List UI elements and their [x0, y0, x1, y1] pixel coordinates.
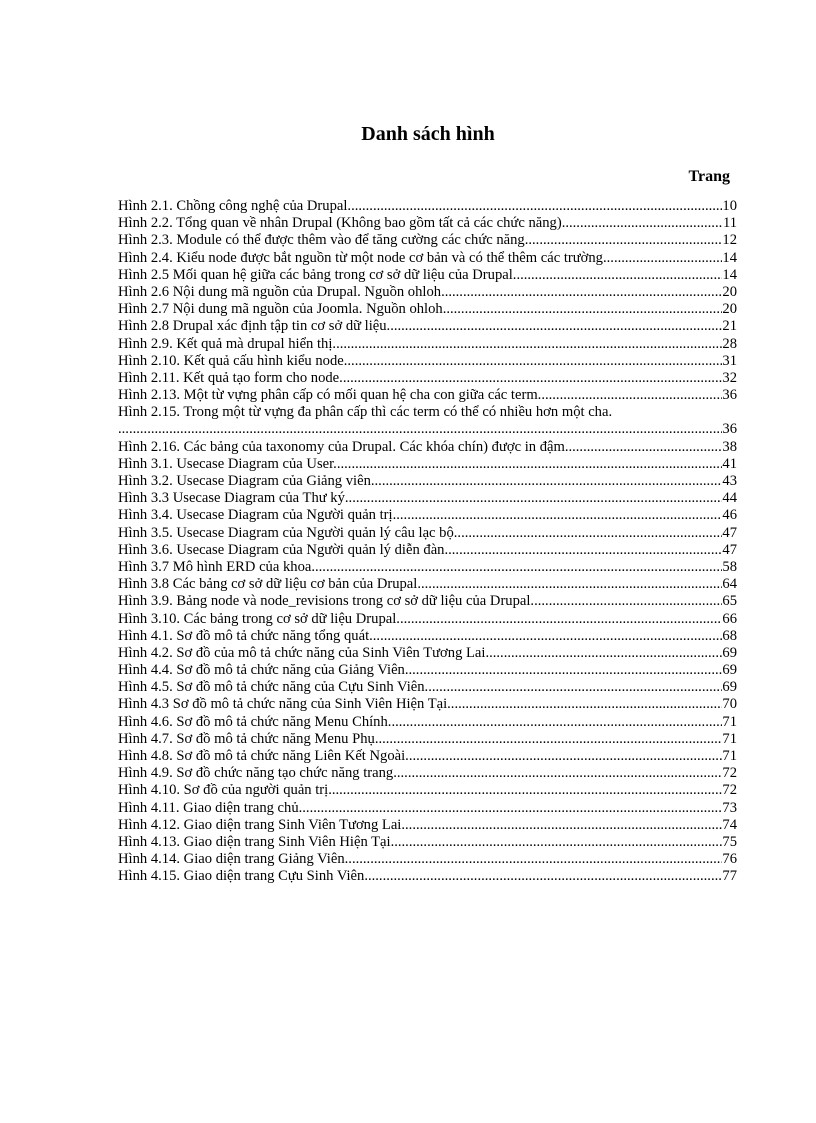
figure-entry-page: 36 — [722, 387, 737, 404]
figure-entry-label: Hình 4.14. Giao diện trang Giảng Viên. — [118, 851, 349, 868]
figure-entry[interactable] — [118, 593, 737, 610]
figure-entry[interactable] — [118, 542, 737, 559]
figure-entry[interactable] — [118, 611, 737, 628]
figure-entry-page: 32 — [722, 369, 737, 386]
dot-leader — [347, 353, 722, 370]
figure-entry-page: 31 — [722, 352, 737, 369]
figure-entry-page: 20 — [722, 283, 737, 300]
dot-leader — [516, 267, 722, 284]
figure-entry[interactable] — [118, 473, 737, 490]
figure-entry[interactable] — [118, 782, 737, 799]
dot-leader — [534, 593, 722, 610]
dot-leader — [336, 336, 722, 353]
figure-entry-label: Hình 2.9. Kết quả mà drupal hiển thị. — [118, 335, 337, 352]
figure-entry-page: 47 — [722, 541, 737, 558]
dot-leader — [348, 851, 722, 868]
figure-entry-label: Hình 2.11. Kết quả tạo form cho node. — [118, 369, 343, 386]
figure-entry-page: 43 — [722, 473, 737, 489]
figure-entry-label: Hình 4.7. Sơ đồ mô tả chức năng Menu Phụ — [118, 730, 375, 747]
figure-entry-page: 20 — [722, 301, 737, 318]
figure-entry-page: 28 — [722, 335, 737, 352]
figure-entry-label: Hình 2.4. Kiểu node được bắt nguồn từ một node cơ bản và có thể thêm các trường. — [118, 249, 607, 266]
dot-leader — [489, 645, 722, 662]
figure-entry[interactable] — [118, 765, 737, 782]
figure-entry[interactable] — [118, 370, 737, 387]
dot-leader — [565, 215, 723, 232]
dot-leader — [409, 662, 723, 679]
figure-entry-page: 76 — [722, 851, 737, 868]
figure-entry-page: 44 — [722, 490, 737, 507]
figure-entry[interactable] — [118, 525, 737, 542]
figure-entry-page: 36 — [722, 421, 737, 438]
figure-entry-page: 77 — [722, 868, 737, 885]
dot-leader — [302, 800, 722, 817]
dot-leader — [393, 765, 722, 782]
figure-entry-page: 68 — [722, 627, 737, 644]
dot-leader — [409, 748, 723, 765]
figure-entry-label: Hình 2.7 Nội dung mã nguồn của Joomla. Nguồn ohloh — [118, 301, 443, 318]
figure-entry-label: Hình 2.1. Chồng công nghệ của Drupal. — [118, 198, 352, 214]
dot-leader — [375, 473, 723, 490]
dot-leader — [118, 421, 722, 438]
figure-entry-label: Hình 2.8 Drupal xác định tập tin cơ sở dữ liệu. — [118, 318, 391, 335]
figure-entry-page: 72 — [722, 782, 737, 799]
figure-entry[interactable] — [118, 696, 737, 713]
figure-entry[interactable] — [118, 353, 737, 370]
figure-entry-label: Hình 3.10. Các bảng trong cơ sở dữ liệu Drupal. — [118, 610, 400, 627]
figure-entry[interactable] — [118, 318, 737, 335]
dot-leader — [421, 576, 722, 593]
figure-entry-page: 69 — [722, 644, 737, 661]
figure-entry-label: Hình 4.2. Sơ đồ của mô tả chức năng của Sinh Viên Tương Lai. — [118, 644, 490, 661]
figure-entry[interactable] — [118, 559, 737, 576]
dot-leader — [425, 679, 723, 696]
figure-entry-label: Hình 2.10. Kết quả cấu hình kiểu node. — [118, 352, 348, 369]
figure-entry[interactable] — [118, 868, 737, 885]
figure-entry-label: Hình 2.6 Nội dung mã nguồn của Drupal. Nguồn ohloh — [118, 283, 442, 300]
figure-entry-page: 14 — [722, 266, 737, 283]
figure-entry[interactable] — [118, 232, 737, 249]
figure-entry-page: 71 — [722, 748, 737, 764]
figure-entry[interactable] — [118, 748, 737, 765]
figure-entry-label: Hình 2.2. Tổng quan về nhân Drupal (Không bao gồm tất cả các chức năng). — [118, 215, 566, 232]
figure-entry[interactable] — [118, 851, 737, 868]
figure-entry-page: 69 — [722, 662, 737, 679]
dot-leader — [315, 559, 722, 576]
figure-entry-continuation[interactable] — [118, 421, 737, 438]
figure-entry-label: Hình 2.15. Trong một từ vựng đa phân cấp thì các term có thể có nhiều hơn một cha. — [118, 404, 613, 421]
dot-leader — [337, 456, 723, 473]
figure-entry-page: 46 — [722, 507, 737, 524]
dot-leader — [607, 250, 723, 267]
dot-leader — [391, 714, 722, 731]
figure-entry-label: Hình 3.2. Usecase Diagram của Giảng viên. — [118, 473, 375, 489]
figure-entry-label: Hình 3.6. Usecase Diagram của Người quản lý diễn đàn. — [118, 541, 449, 558]
dot-leader — [525, 232, 723, 249]
figure-entry-page: 70 — [722, 696, 737, 713]
figure-entry[interactable] — [118, 645, 737, 662]
figure-entry-label: Hình 3.7 Mô hình ERD của khoa. — [118, 558, 315, 575]
figure-entry-label: Hình 4.5. Sơ đồ mô tả chức năng của Cựu Sinh Viên — [118, 679, 425, 696]
dot-leader — [351, 198, 722, 215]
figure-entry[interactable] — [118, 800, 737, 817]
figure-entry-label: Hình 4.9. Sơ đồ chức năng tạo chức năng trang — [118, 765, 394, 782]
figure-entry[interactable] — [118, 267, 737, 284]
figure-entry-label: Hình 4.3 Sơ đồ mô tả chức năng của Sinh Viên Hiện Tại. — [118, 696, 451, 713]
figure-entry-page: 58 — [722, 558, 737, 575]
figure-entry-label: Hình 3.5. Usecase Diagram của Người quản lý câu lạc bộ. — [118, 524, 458, 541]
figure-entry-page: 69 — [722, 679, 737, 696]
figure-entry-page: 65 — [722, 593, 737, 610]
dot-leader — [394, 834, 722, 851]
figure-entry[interactable] — [118, 250, 737, 267]
figure-entry-label: Hình 4.10. Sơ đồ của người quản trị. — [118, 782, 332, 799]
page-title: Danh sách hình — [361, 123, 495, 145]
figure-entry[interactable] — [118, 439, 737, 456]
figure-entry-page: 10 — [722, 198, 737, 214]
figure-entry[interactable] — [118, 662, 737, 679]
figure-entry[interactable] — [118, 714, 737, 731]
dot-leader — [441, 284, 722, 301]
dot-leader — [369, 628, 722, 645]
dot-leader — [457, 525, 722, 542]
figure-entry-label: Hình 3.8 Các bảng cơ sở dữ liệu cơ bản của Drupal. — [118, 576, 421, 593]
figure-entry-label: Hình 2.3. Module có thể được thêm vào để tăng cường các chức năng — [118, 232, 525, 249]
figure-entry[interactable] — [118, 679, 737, 696]
figure-entry-label: Hình 4.6. Sơ đồ mô tả chức năng Menu Chính. — [118, 713, 392, 730]
figure-entry-page: 38 — [722, 438, 737, 455]
dot-leader — [396, 507, 722, 524]
figure-entry-label: Hình 3.3 Usecase Diagram của Thư ký. — [118, 490, 349, 507]
figure-entry-page: 71 — [722, 730, 737, 747]
figure-entry-label: Hình 2.16. Các bảng của taxonomy của Drupal. Các khóa chín) được in đậm. — [118, 438, 569, 455]
figure-entry-page: 74 — [722, 816, 737, 833]
dot-leader — [541, 387, 722, 404]
figure-entry[interactable] — [118, 336, 737, 353]
figure-entry[interactable] — [118, 834, 737, 851]
figure-entry-label: Hình 4.8. Sơ đồ mô tả chức năng Liên Kết Ngoài. — [118, 748, 409, 764]
dot-leader — [343, 370, 723, 387]
figure-entry[interactable] — [118, 198, 737, 215]
figure-entry-page: 14 — [722, 249, 737, 266]
figure-entry-label: Hình 3.1. Usecase Diagram của User. — [118, 455, 337, 472]
figure-entry[interactable] — [118, 490, 737, 507]
figure-entry[interactable] — [118, 507, 737, 524]
figure-entry-label: Hình 4.15. Giao diện trang Cựu Sinh Viên. — [118, 868, 368, 885]
dot-leader — [405, 817, 722, 834]
figure-entry-page: 66 — [722, 610, 737, 627]
figure-entry-label: Hình 4.12. Giao diện trang Sinh Viên Tương Lai. — [118, 816, 406, 833]
figure-entry-label: Hình 2.5 Mối quan hệ giữa các bảng trong cơ sở dữ liệu của Drupal. — [118, 266, 517, 283]
figure-entry-label: Hình 4.4. Sơ đồ mô tả chức năng của Giảng Viên. — [118, 662, 409, 679]
figure-entry[interactable] — [118, 817, 737, 834]
figure-entry[interactable] — [118, 404, 737, 421]
figure-entry-label: Hình 3.4. Usecase Diagram của Người quản trị. — [118, 507, 397, 524]
figure-entry[interactable] — [118, 456, 737, 473]
figure-entry[interactable] — [118, 215, 737, 232]
figure-entry-page: 12 — [722, 232, 737, 249]
dot-leader — [375, 731, 723, 748]
dot-leader — [443, 301, 723, 318]
figure-entry-page: 64 — [722, 576, 737, 593]
figure-entry-label: Hình 4.13. Giao diện trang Sinh Viên Hiện Tại. — [118, 833, 395, 850]
figure-entry[interactable] — [118, 628, 737, 645]
figure-entry-page: 11 — [722, 215, 737, 232]
figure-entry-page: 47 — [722, 524, 737, 541]
figure-entry-page: 71 — [722, 713, 737, 730]
dot-leader — [368, 868, 722, 885]
dot-leader — [451, 696, 723, 713]
dot-leader — [332, 782, 723, 799]
dot-leader — [568, 439, 722, 456]
figure-entry-label: Hình 3.9. Bảng node và node_revisions trong cơ sở dữ liệu của Drupal. — [118, 593, 535, 610]
figure-entry[interactable] — [118, 301, 737, 318]
list-of-figures — [118, 198, 737, 886]
figure-entry[interactable] — [118, 731, 737, 748]
page-column-label: Trang — [688, 168, 730, 185]
figure-entry-label: Hình 2.13. Một từ vựng phân cấp có mối quan hệ cha con giữa các term. — [118, 387, 542, 404]
figure-entry-label: Hình 4.11. Giao diện trang chủ. — [118, 799, 303, 816]
figure-entry[interactable] — [118, 284, 737, 301]
dot-leader — [349, 490, 723, 507]
dot-leader — [390, 318, 722, 335]
figure-entry-page: 75 — [722, 833, 737, 850]
dot-leader — [448, 542, 722, 559]
figure-entry-page: 72 — [722, 765, 737, 782]
figure-entry-page: 73 — [722, 799, 737, 816]
dot-leader — [400, 611, 722, 628]
figure-entry-page: 41 — [722, 455, 737, 472]
figure-entry-page: 21 — [722, 318, 737, 335]
figure-entry[interactable] — [118, 576, 737, 593]
figure-entry[interactable] — [118, 387, 737, 404]
figure-entry-label: Hình 4.1. Sơ đồ mô tả chức năng tổng quát — [118, 627, 370, 644]
